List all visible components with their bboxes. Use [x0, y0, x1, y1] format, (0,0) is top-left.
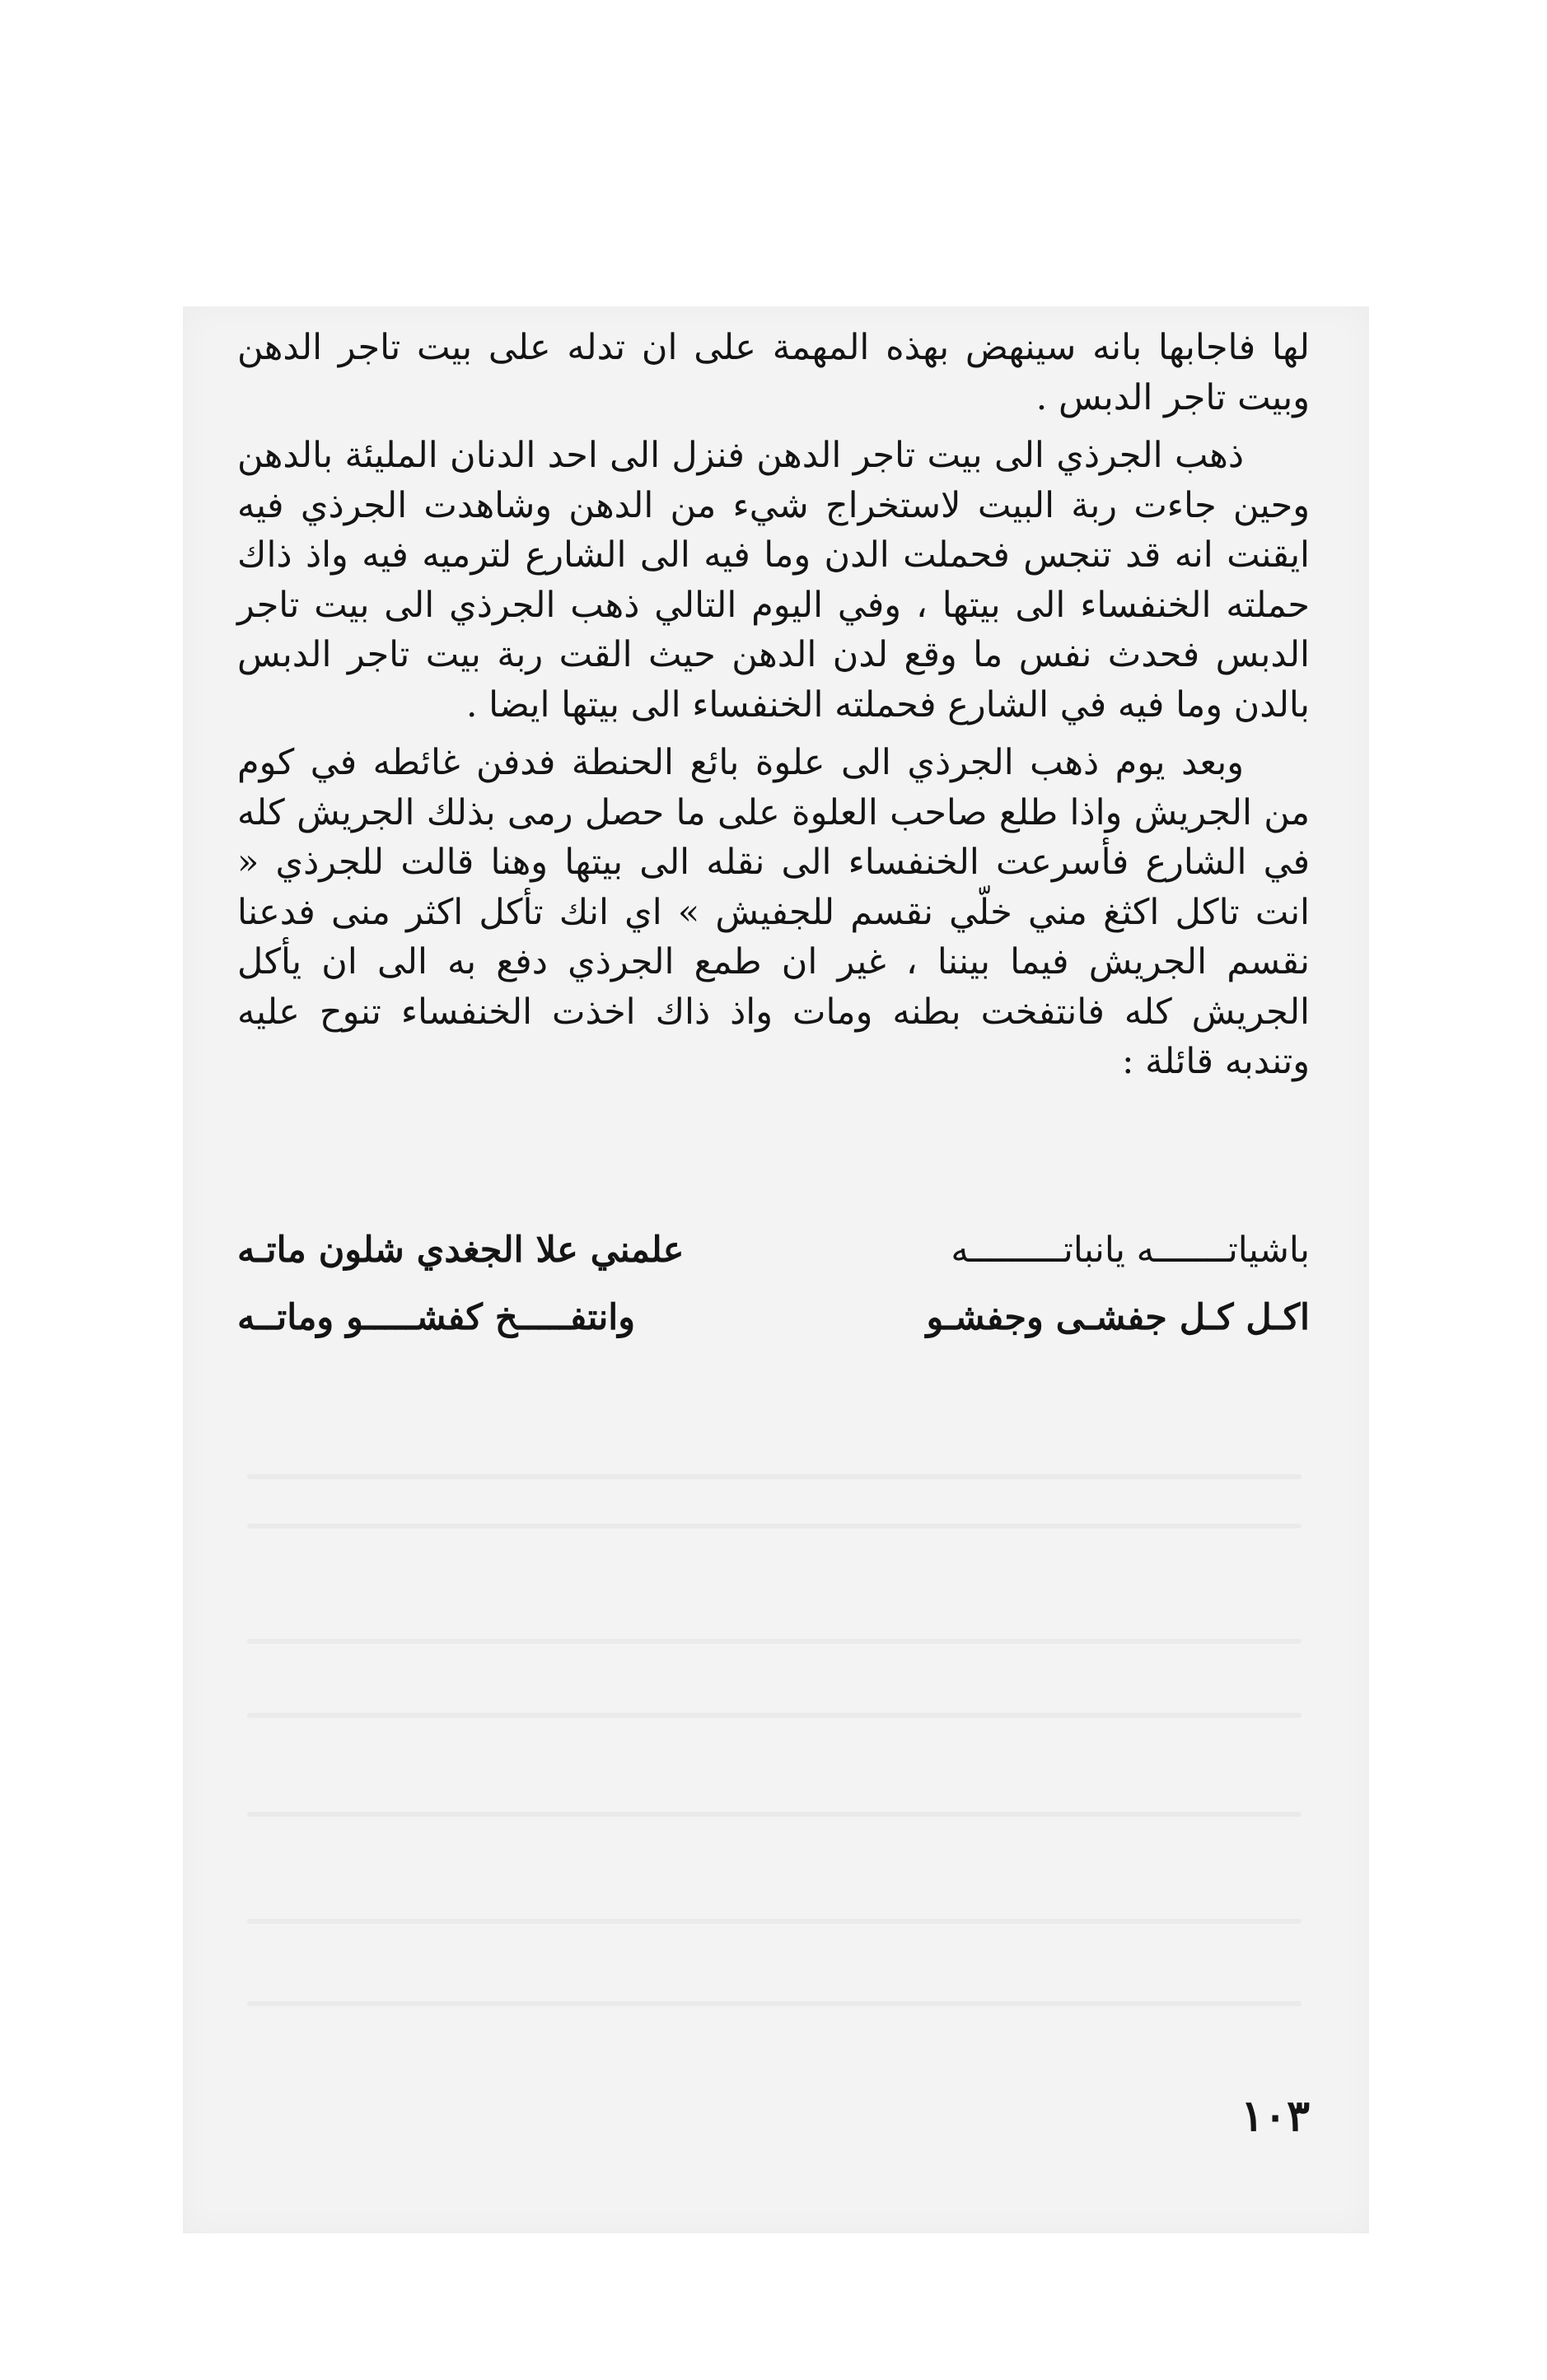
- paragraph-1: لها فاجابها بانه سينهض بهذه المهمة على ان تدله على بيت تاجر الدهن وبيت تاجر الدبس .: [237, 327, 1310, 418]
- verse-line-2: [237, 1293, 1310, 1342]
- verse-1-first-hemistich: باشياتـــــــه يانباتـــــــــه: [951, 1230, 1310, 1271]
- verse-line-1: [237, 1225, 1310, 1275]
- verse-2-second-hemistich: وانتفـــــخ كفشـــــو وماتــه: [237, 1297, 635, 1338]
- verse-2-first-hemistich: اكـل كـل جفشـى وجفشـو: [926, 1297, 1310, 1338]
- bleed-through-line: [247, 1812, 1302, 1817]
- bleed-through-line: [247, 1713, 1302, 1718]
- bleed-through-line: [247, 2001, 1302, 2006]
- verse-1-second-hemistich: علمني علا الجغدي شلون ماتـه: [237, 1230, 685, 1271]
- bleed-through-line: [247, 1474, 1302, 1479]
- page-number: ١٠٣: [1241, 2091, 1310, 2141]
- bleed-through-line: [247, 1639, 1302, 1644]
- paragraph-2: ذهب الجرذي الى بيت تاجر الدهن فنزل الى احد الدنان المليئة بالدهن وحين جاءت ربة البيت لاستخراج شيء من الدهن وشاهدت الجرذي فيه ايقنت انه قد تنجس فحملت الدن وما فيه الى الشارع لترميه فيه واذ ذاك حملته الخنفساء الى بيتها ، وفي اليوم التالي ذهب الجرذي الى بيت تاجر الدبس فحدث نفس ما وقع لدن الدهن حيث القت ربة بيت تاجر الدبس بالدن وما فيه في الشارع فحملته الخنفساء الى بيتها ايضا .: [237, 435, 1310, 726]
- bleed-through-line: [247, 1919, 1302, 1924]
- paragraph-3: وبعد يوم ذهب الجرذي الى علوة بائع الحنطة فدفن غائطه في كوم من الجريش واذا طلع صاحب العلوة على ما حصل رمى بذلك الجريش كله في الشارع فأسرعت الخنفساء الى نقله الى بيتها وهنا قالت للجرذي « انت تاكل اكثغ مني خلّي نقسم للجفيش » اي انك تأكل اكثر منى فدعنا نقسم الجريش فيما بيننا ، غير ان طمع الجرذي دفع به الى ان يأكل الجريش كله فانتفخت بطنه ومات واذ ذاك اخذت الخنفساء تنوح عليه وتندبه قائلة :: [237, 742, 1310, 1082]
- bleed-through-line: [247, 1524, 1302, 1528]
- body-text: [237, 323, 1310, 1087]
